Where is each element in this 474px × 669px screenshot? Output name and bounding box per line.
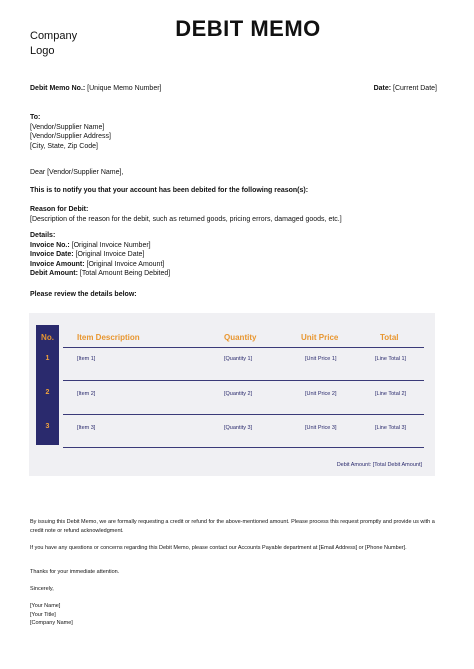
row-number-2: 2	[45, 389, 50, 396]
row-number-3: 3	[45, 423, 50, 430]
request-paragraph: By issuing this Debit Memo, we are formally requesting a credit or refund for the above-mentioned amount. Please process this request promptly and provide us with a credit note or refund acknowledgment.	[30, 519, 435, 534]
details-block	[30, 231, 170, 279]
row-2-divider	[63, 414, 424, 415]
invoice-no-value: [Original Invoice Number]	[69, 241, 151, 249]
reason-label: Reason for Debit:	[30, 206, 89, 213]
row-3-item: [Item 3]	[77, 425, 96, 431]
logo-line-2: Logo	[30, 45, 55, 57]
company-logo	[30, 29, 77, 59]
details-label: Details:	[30, 232, 56, 239]
invoice-date-label: Invoice Date:	[30, 251, 74, 258]
reason-text: [Description of the reason for the debit, such as returned goods, pricing errors, damaged goods, etc.]	[30, 215, 342, 223]
logo-line-1: Company	[30, 30, 78, 42]
row-2-quantity: [Quantity 2]	[224, 391, 253, 397]
row-3-total: [Line Total 3]	[375, 425, 407, 431]
row-3-unit-price: [Unit Price 3]	[305, 425, 337, 431]
invoice-no	[30, 241, 170, 251]
row-1-divider	[63, 380, 424, 381]
row-1-unit-price: [Unit Price 1]	[305, 356, 337, 362]
notice-text: This is to notify you that your account has been debited for the following reason(s):	[30, 187, 309, 194]
header-item-description: Item Description	[77, 333, 140, 342]
reason-block	[30, 205, 342, 224]
signature-title: [Your Title]	[30, 611, 56, 618]
memo-info-line	[30, 85, 437, 92]
memo-date-label: Date:	[373, 85, 392, 92]
invoice-amount-label: Invoice Amount:	[30, 260, 85, 268]
memo-date	[374, 85, 437, 92]
invoice-amount	[30, 260, 170, 270]
document-title: DEBIT MEMO	[175, 16, 321, 41]
debit-amount-label: Debit Amount:	[30, 270, 78, 277]
invoice-no-label: Invoice No.:	[30, 241, 70, 249]
row-1-quantity: [Quantity 1]	[224, 356, 253, 362]
memo-number-value: [Unique Memo Number]	[85, 85, 162, 92]
header-divider	[63, 347, 424, 348]
signature-name: [Your Name]	[30, 603, 61, 609]
row-2-item: [Item 2]	[77, 391, 96, 397]
signature-company: [Company Name]	[30, 620, 73, 626]
debit-amount-value: [Total Amount Being Debited]	[77, 270, 171, 277]
contact-paragraph: If you have any questions or concerns regarding this Debit Memo, please contact our Accounts Payable department at [Email Address] or [Phone Number].	[30, 545, 407, 551]
debit-amount	[30, 269, 170, 279]
row-2-total: [Line Total 2]	[375, 391, 407, 397]
header-total: Total	[380, 333, 399, 342]
memo-date-value: [Current Date]	[391, 85, 437, 92]
recipient-address: [Vendor/Supplier Address]	[30, 133, 111, 140]
row-3-quantity: [Quantity 3]	[224, 425, 253, 431]
recipient-name: [Vendor/Supplier Name]	[30, 123, 105, 131]
recipient-block	[30, 113, 111, 151]
to-label: To:	[30, 114, 41, 121]
header-no: No.	[41, 333, 54, 342]
salutation: Dear [Vendor/Supplier Name],	[30, 169, 124, 176]
row-3-divider	[63, 447, 424, 448]
closing-text: Sincerely,	[30, 586, 54, 592]
row-1-total: [Line Total 1]	[375, 356, 407, 362]
header-unit-price: Unit Price	[301, 333, 339, 342]
review-text: Please review the details below:	[30, 291, 137, 298]
recipient-city: [City, State, Zip Code]	[30, 142, 98, 150]
row-number-1: 1	[45, 355, 50, 362]
memo-number-label: Debit Memo No.:	[30, 85, 86, 92]
debit-total: Debit Amount: [Total Debit Amount]	[336, 462, 422, 468]
memo-number	[30, 85, 162, 92]
row-1-item: [Item 1]	[77, 356, 96, 362]
signature-block	[30, 602, 440, 628]
invoice-amount-value: [Original Invoice Amount]	[84, 260, 165, 268]
thanks-text: Thanks for your immediate attention.	[30, 569, 120, 575]
invoice-date-value: [Original Invoice Date]	[73, 251, 145, 258]
row-2-unit-price: [Unit Price 2]	[305, 391, 337, 397]
header-quantity: Quantity	[224, 333, 257, 342]
invoice-date	[30, 250, 170, 260]
